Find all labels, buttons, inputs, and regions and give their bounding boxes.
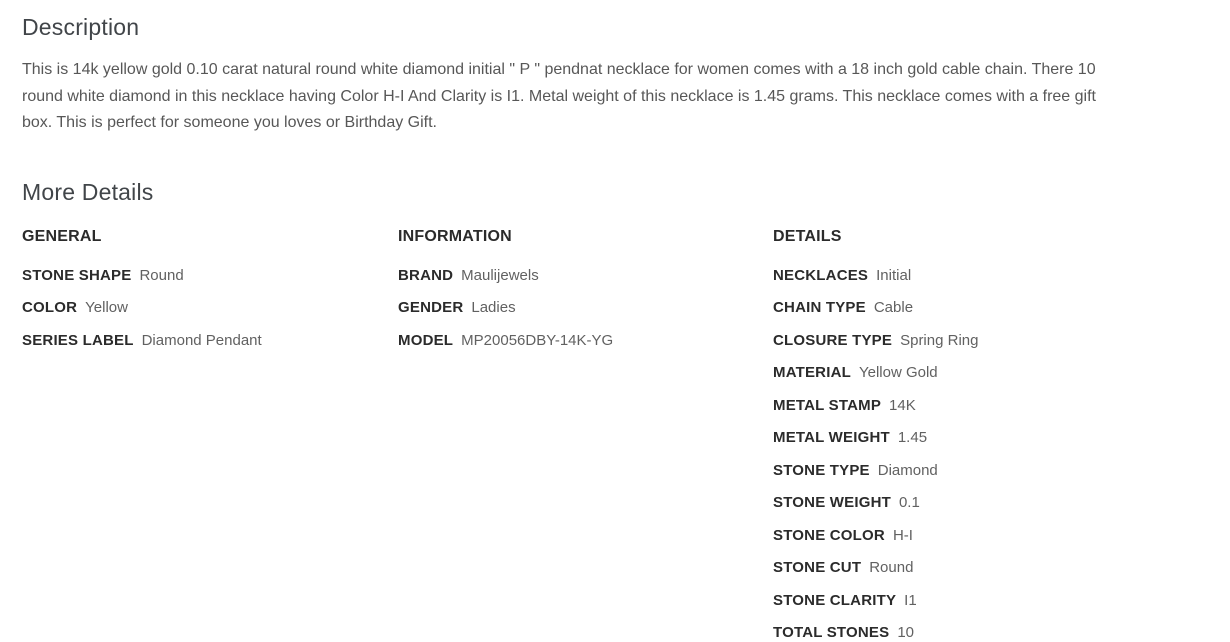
spec-row xyxy=(22,267,398,285)
spec-row xyxy=(22,332,398,350)
spec-row xyxy=(773,494,1208,512)
more-details-heading: More Details xyxy=(22,178,154,205)
spec-label: STONE CUT xyxy=(773,559,862,576)
spec-label: BRAND xyxy=(398,266,454,284)
spec-label: TOTAL STONES xyxy=(773,624,890,641)
spec-label: STONE COLOR xyxy=(773,526,885,544)
spec-value: 0.1 xyxy=(898,494,920,511)
spec-row xyxy=(773,267,1208,285)
spec-label: NECKLACES xyxy=(773,266,869,284)
spec-value: Yellow xyxy=(85,299,128,316)
spec-label: MODEL xyxy=(398,331,454,349)
spec-row xyxy=(773,364,1208,382)
column-header: DETAILS xyxy=(773,227,842,245)
spec-column-general xyxy=(22,228,398,642)
spec-label: CHAIN TYPE xyxy=(773,299,866,316)
spec-value: Ladies xyxy=(471,299,516,316)
spec-value: Diamond Pendant xyxy=(141,331,262,349)
spec-value: Initial xyxy=(876,266,912,284)
spec-column-information xyxy=(398,228,773,642)
spec-label: GENDER xyxy=(398,299,464,316)
column-header: GENERAL xyxy=(22,227,102,245)
spec-row xyxy=(398,267,773,285)
spec-label: COLOR xyxy=(22,299,78,316)
spec-value: Yellow Gold xyxy=(858,364,938,381)
spec-value: Cable xyxy=(873,299,914,316)
spec-row xyxy=(773,299,1208,317)
spec-row xyxy=(398,299,773,317)
spec-value: 1.45 xyxy=(897,429,928,446)
spec-value: Round xyxy=(869,559,914,576)
description-heading: Description xyxy=(22,14,140,40)
spec-value: Diamond xyxy=(877,461,938,479)
spec-label: MATERIAL xyxy=(773,364,851,381)
spec-label: STONE WEIGHT xyxy=(773,494,891,511)
description-text: This is 14k yellow gold 0.10 carat natural round white diamond initial " P " pendnat necklace for women comes with a 18 inch gold cable chain. There 10 round white diamond in this necklace having Color H-I And Clarity is I1. Metal weight of this necklace is 1.45 grams. This necklace comes with a free gift box. This is perfect for someone you loves or Birthday Gift. xyxy=(22,61,1096,131)
spec-value: MP20056DBY-14K-YG xyxy=(461,331,614,349)
spec-label: STONE SHAPE xyxy=(22,266,132,284)
spec-row xyxy=(773,429,1208,447)
spec-row xyxy=(398,332,773,350)
spec-column-details xyxy=(773,228,1208,642)
spec-row xyxy=(22,299,398,317)
column-header: INFORMATION xyxy=(398,227,512,245)
spec-value: I1 xyxy=(904,591,917,609)
spec-label: METAL STAMP xyxy=(773,396,882,414)
spec-label: STONE CLARITY xyxy=(773,591,897,609)
spec-label: CLOSURE TYPE xyxy=(773,331,893,349)
spec-row xyxy=(773,332,1208,350)
spec-value: 14K xyxy=(889,396,916,414)
spec-value: H-I xyxy=(892,526,913,544)
spec-row xyxy=(773,527,1208,545)
spec-value: Maulijewels xyxy=(461,266,539,284)
spec-row xyxy=(773,397,1208,415)
spec-value: 10 xyxy=(897,624,914,641)
spec-row xyxy=(773,559,1208,577)
spec-value: Spring Ring xyxy=(900,331,979,349)
spec-label: SERIES LABEL xyxy=(22,331,134,349)
spec-row xyxy=(773,462,1208,480)
spec-row xyxy=(773,624,1208,642)
spec-value: Round xyxy=(139,266,184,284)
spec-label: METAL WEIGHT xyxy=(773,429,890,446)
spec-label: STONE TYPE xyxy=(773,461,870,479)
more-details-columns xyxy=(22,228,1208,642)
spec-row xyxy=(773,592,1208,610)
